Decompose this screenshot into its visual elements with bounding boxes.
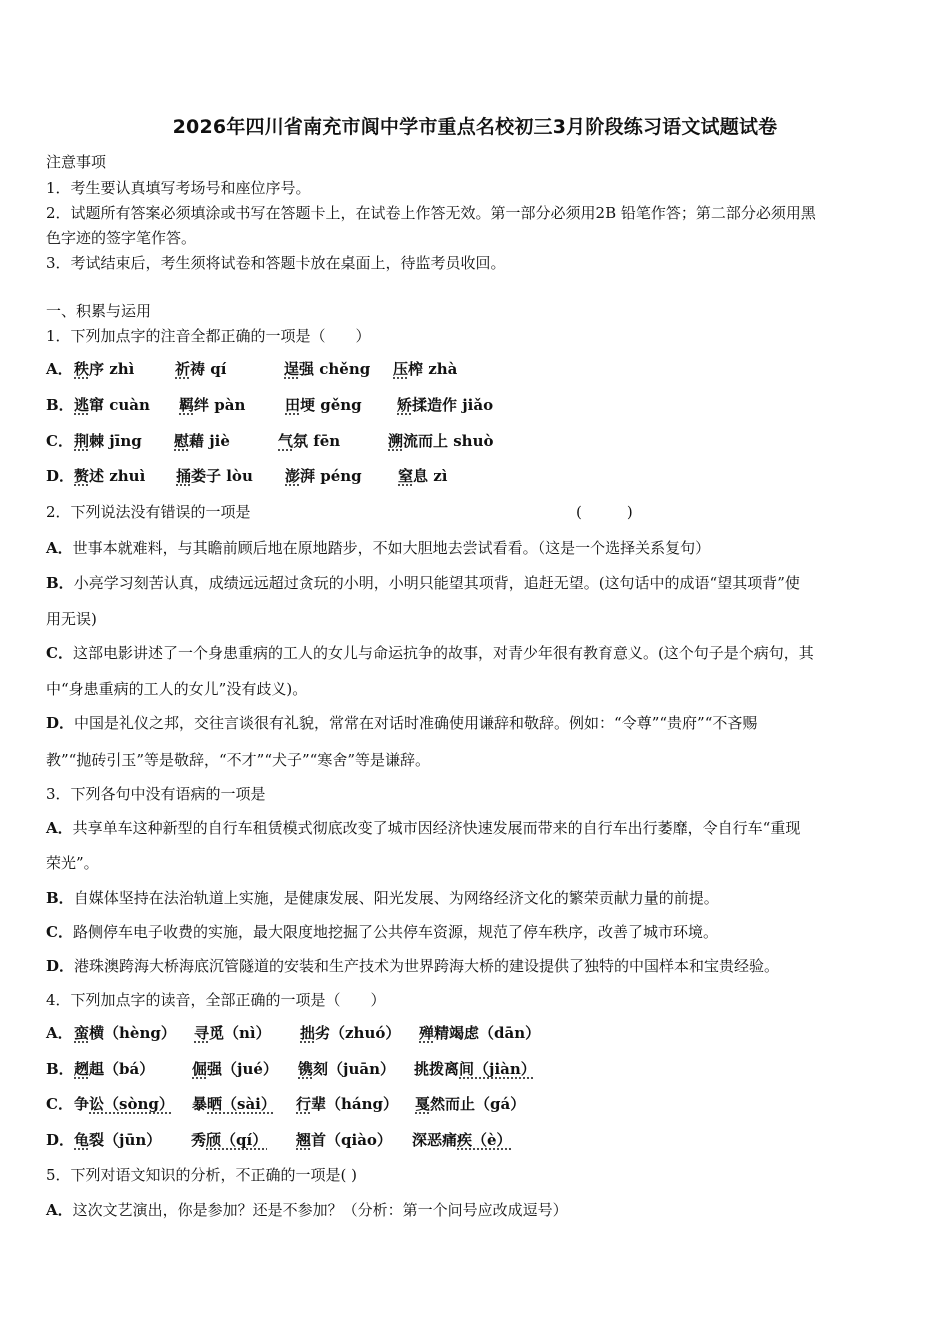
option-letter: D． <box>46 467 75 485</box>
option-item: 戛然而止（gá） <box>415 1095 526 1113</box>
option-item: 争讼（sòng） <box>74 1095 174 1113</box>
option-item: 秀颀（qí） <box>191 1131 268 1149</box>
option-item: 龟裂（jūn） <box>74 1131 162 1149</box>
notice-item: 2．试题所有答案必须填涂或书写在答题卡上，在试卷上作答无效。第一部分必须用2B 铅笔作答；第二部分必须用黑 <box>46 204 816 222</box>
option-letter: B． <box>46 396 74 414</box>
option-item: 压榨 zhà <box>393 360 458 378</box>
section-heading: 一、积累与运用 <box>46 302 152 320</box>
option-item: 捅娄子 lòu <box>176 467 253 485</box>
option-item: 镌刻（juān） <box>298 1060 395 1078</box>
option-item: 逃窜 cuàn <box>74 396 150 414</box>
option-item: 翘首（qiào） <box>296 1131 392 1149</box>
option-letter: C． <box>46 432 73 450</box>
option-item: 殚精竭虑（dān） <box>419 1024 541 1042</box>
notice-item: 3．考试结束后，考生须将试卷和答题卡放在桌面上，待监考员收回。 <box>46 254 506 272</box>
option-item: 逞强 chěng <box>284 360 371 378</box>
q2-option-d-cont: 教”“抛砖引玉”等是敬辞，“不才”“犬子”“寒舍”等是谦辞。 <box>46 751 431 769</box>
option-letter: C． <box>46 1095 73 1113</box>
option-letter: D． <box>46 1131 75 1149</box>
q3-option-a: A．共享单车这种新型的自行车租赁模式彻底改变了城市因经济快速发展而带来的自行车出行萎靡，令自行车“重现 <box>46 819 801 837</box>
page-title: 2026年四川省南充市阆中学市重点名校初三3月阶段练习语文试题试卷 <box>172 116 778 138</box>
option-item: 蛮横（hèng） <box>74 1024 176 1042</box>
option-letter: A． <box>46 360 73 378</box>
option-item: 趔趄（bá） <box>74 1060 155 1078</box>
option-item: 气氛 fēn <box>278 432 341 450</box>
option-letter: B． <box>46 1060 74 1078</box>
option-item: 赘述 zhuì <box>74 467 146 485</box>
q3-option-a-cont: 荣光”。 <box>46 854 99 872</box>
q3-option-d: D．港珠澳跨海大桥海底沉管隧道的安装和生产技术为世界跨海大桥的建设提供了独特的中国样本和宝贵经验。 <box>46 957 780 975</box>
q2-option-a: A．世事本就难料，与其瞻前顾后地在原地踏步，不如大胆地去尝试看看。（这是一个选择关系复句） <box>46 539 711 557</box>
notice-item: 1．考生要认真填写考场号和座位序号。 <box>46 179 311 197</box>
option-item: 澎湃 péng <box>285 467 362 485</box>
option-item: 拙劣（zhuó） <box>300 1024 401 1042</box>
question-stem: 4．下列加点字的读音，全部正确的一项是（ ） <box>46 991 386 1009</box>
option-item: 深恶痛疾（è） <box>412 1131 512 1149</box>
q3-option-b: B．自媒体坚持在法治轨道上实施，是健康发展、阳光发展、为网络经济文化的繁荣贡献力量的前提。 <box>46 889 719 907</box>
option-item: 溯流而上 shuò <box>388 432 494 450</box>
option-item: 挑拨离间（jiàn） <box>414 1060 536 1078</box>
q5-option-a: A．这次文艺演出，你是参加？还是不参加？（分析：第一个问号应改成逗号） <box>46 1201 568 1219</box>
option-item: 暴晒（sài） <box>192 1095 276 1113</box>
option-item: 祈祷 qí <box>175 360 227 378</box>
q2-option-b: B．小亮学习刻苦认真，成绩远远超过贪玩的小明，小明只能望其项背，追赶无望。(这句话中的成语“望其项背”使 <box>46 574 800 592</box>
option-item: 荆棘 jīng <box>74 432 142 450</box>
q2-option-c-cont: 中“身患重病的工人的女儿”没有歧义)。 <box>46 680 308 698</box>
q2-option-c: C．这部电影讲述了一个身患重病的工人的女儿与命运抗争的故事，对青少年很有教育意义。(这个句子是个病句，其 <box>46 644 814 662</box>
notice-item: 色字迹的签字笔作答。 <box>46 229 197 247</box>
option-item: 寻觅（nì） <box>194 1024 271 1042</box>
option-item: 慰藉 jiè <box>174 432 230 450</box>
notice-heading: 注意事项 <box>46 153 107 171</box>
question-stem: 1．下列加点字的注音全都正确的一项是（ ） <box>46 327 371 345</box>
question-stem: 5．下列对语文知识的分析，不正确的一项是( ) <box>46 1166 358 1184</box>
answer-paren: ( ) <box>576 503 633 521</box>
question-stem: 3．下列各句中没有语病的一项是 <box>46 785 266 803</box>
option-letter: A． <box>46 1024 73 1042</box>
option-item: 田埂 gěng <box>285 396 362 414</box>
option-item: 行辈（háng） <box>296 1095 399 1113</box>
q3-option-c: C．路侧停车电子收费的实施，最大限度地挖掘了公共停车资源，规范了停车秩序，改善了城市环境。 <box>46 923 718 941</box>
question-stem: 2．下列说法没有错误的一项是 <box>46 503 251 521</box>
option-item: 羁绊 pàn <box>179 396 246 414</box>
option-item: 倔强（jué） <box>192 1060 278 1078</box>
q2-option-b-cont: 用无误) <box>46 610 97 628</box>
option-item: 秩序 zhì <box>74 360 135 378</box>
option-item: 窒息 zì <box>398 467 448 485</box>
option-item: 矫揉造作 jiǎo <box>397 396 494 414</box>
q2-option-d: D．中国是礼仪之邦，交往言谈很有礼貌，常常在对话时准确使用谦辞和敬辞。例如：“令尊”“贵府”“不吝赐 <box>46 714 758 732</box>
